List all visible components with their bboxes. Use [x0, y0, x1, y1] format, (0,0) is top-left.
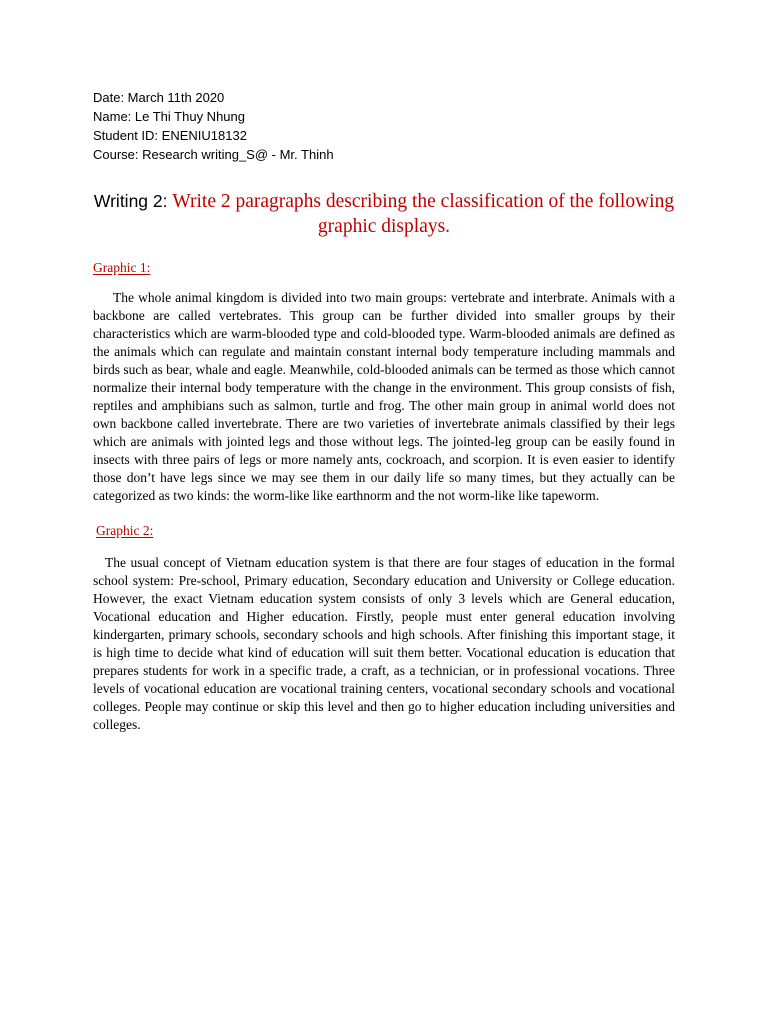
paragraph-graphic-1: The whole animal kingdom is divided into two main groups: vertebrate and interbrate. Animals with a backbone are called vertebrates. This group can be further divided into smaller groups by their characteristics which are warm-blooded type and cold-blooded type. Warm-blooded animals are defined as the animals which can regulate and maintain constant internal body temperature including mammals and birds such as bear, whale and eagle. Meanwhile, cold-blooded animals can be termed as those which cannot normalize their internal body temperature with the change in the environment. This group consists of fish, reptiles and amphibians such as salmon, turtle and frog. The other main group in animal world does not own backbone called invertebrate. There are two varieties of invertebrate animals classified by their legs which are animals with jointed legs and those without legs. The jointed-leg group can be easily found in insects with three pairs of legs or more namely ants, cockroach, and scorpion. It is even easier to identify those don’t have legs since we may see them in our daily life so many times, but they actually can be categorized as two kinds: the worm-like like earthnorm and the not worm-like like tapeworm. [93, 290, 675, 503]
section-heading-graphic-2: Graphic 2: [96, 523, 154, 538]
section-graphic-1 [93, 240, 675, 505]
title-main: Write 2 paragraphs describing the classification of the following graphic displays. [172, 191, 675, 237]
paragraph-graphic-2: The usual concept of Vietnam education system is that there are four stages of education in the formal school system: Pre-school, Primary education, Secondary education and University or College education. However, the exact Vietnam education system consists of only 3 levels which are General education, Vocational education and Higher education. Firstly, people must enter general education involving kindergarten, primary schools, secondary schools and high schools. After finishing this important stage, it is high time to decide what kind of education will suit them better. Vocational education is education that prepares students for work in a specific trade, a craft, as a technician, or in professional vocations. Three levels of vocational education are vocational training centers, vocational secondary schools and vocational colleges. People may continue or skip this level and then go to higher education including universities and colleges. [93, 555, 675, 732]
header-course: Course: Research writing_S@ - Mr. Thinh [93, 147, 334, 162]
section-heading-graphic-1: Graphic 1: [93, 260, 151, 275]
page-title [93, 189, 675, 240]
header-name: Name: Le Thi Thuy Nhung [93, 109, 245, 124]
title-prefix: Writing 2: [93, 191, 173, 211]
header-student-id: Student ID: ENENIU18132 [93, 128, 247, 143]
header-date: Date: March 11th 2020 [93, 90, 225, 105]
section-graphic-2 [93, 505, 675, 734]
header-block [93, 88, 675, 164]
